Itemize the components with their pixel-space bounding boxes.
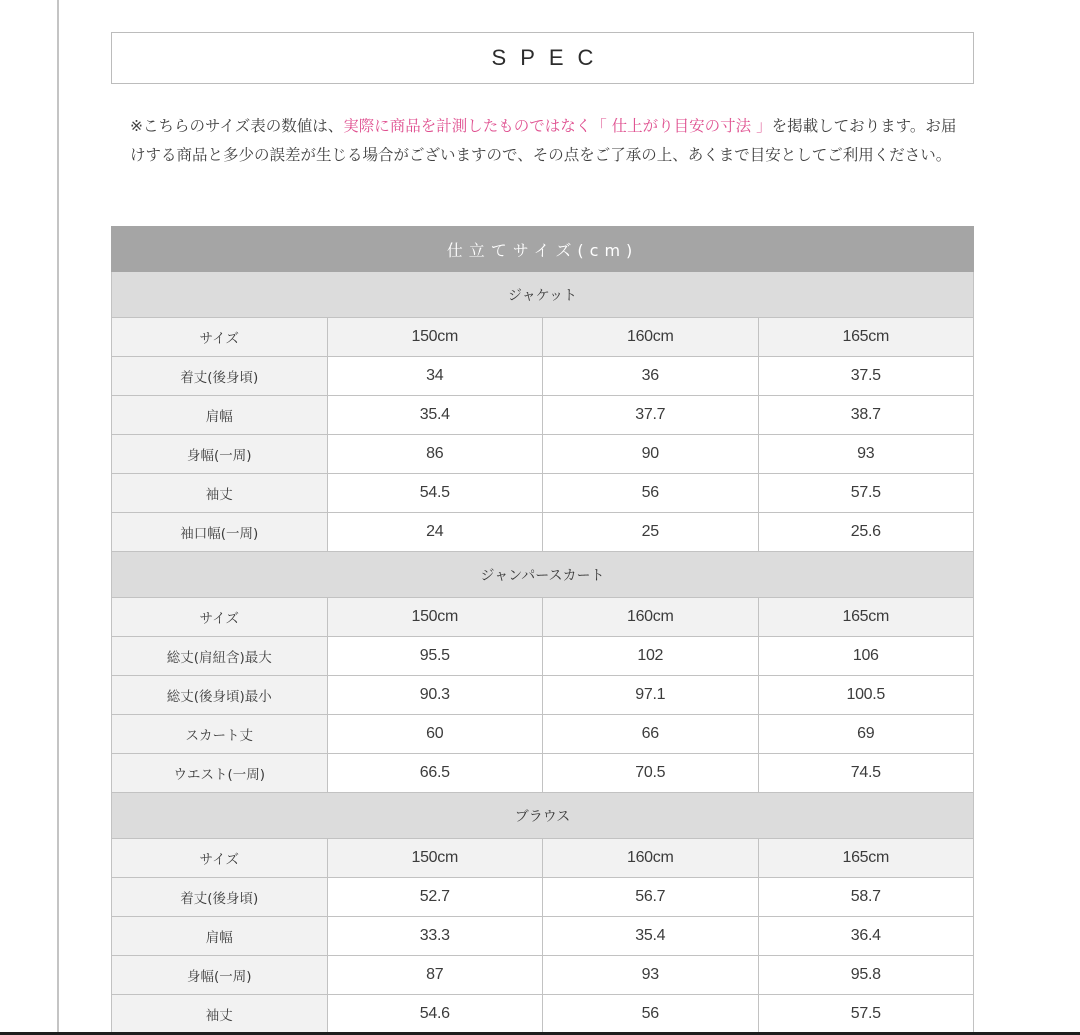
cell-value: 37.5 <box>758 357 974 396</box>
table-row <box>112 637 974 676</box>
spec-header-box <box>111 32 974 84</box>
spec-title: SPEC <box>491 45 608 70</box>
cell-value: 102 <box>543 637 759 676</box>
row-label: 肩幅 <box>112 917 328 956</box>
section-title: ブラウス <box>112 793 974 839</box>
row-label: 総丈(肩紐含)最大 <box>112 637 328 676</box>
table-row <box>112 715 974 754</box>
cell-value: 24 <box>327 513 543 552</box>
cell-value: 34 <box>327 357 543 396</box>
table-row <box>112 513 974 552</box>
note-text-end: を掲載しております。お届けする商品と多少の誤差が生じる場合がございますので、その点をご了承の上、あくまで目安としてご利用ください。 <box>130 117 957 164</box>
cell-value: 93 <box>758 435 974 474</box>
cell-value: 95.5 <box>327 637 543 676</box>
row-label: 身幅(一周) <box>112 435 328 474</box>
table-row <box>112 357 974 396</box>
note-text-start: ※こちらのサイズ表の数値は、 <box>130 117 344 135</box>
cell-value: 60 <box>327 715 543 754</box>
cell-value: 57.5 <box>758 995 974 1034</box>
table-row <box>112 396 974 435</box>
row-label: 総丈(後身頃)最小 <box>112 676 328 715</box>
cell-value: 97.1 <box>543 676 759 715</box>
cell-value: 100.5 <box>758 676 974 715</box>
cell-value: 90 <box>543 435 759 474</box>
cell-value: 36.4 <box>758 917 974 956</box>
cell-value: 38.7 <box>758 396 974 435</box>
size-col: 165cm <box>758 839 974 878</box>
cell-value: 93 <box>543 956 759 995</box>
row-label: 着丈(後身頃) <box>112 878 328 917</box>
section-row-jacket <box>112 272 974 318</box>
cell-value: 95.8 <box>758 956 974 995</box>
cell-value: 74.5 <box>758 754 974 793</box>
cell-value: 106 <box>758 637 974 676</box>
table-row <box>112 995 974 1034</box>
left-vertical-rule <box>57 0 59 1035</box>
note-highlight: 実際に商品を計測したものではなく「 仕上がり目安の寸法 」 <box>343 117 772 135</box>
row-label: スカート丈 <box>112 715 328 754</box>
cell-value: 66 <box>543 715 759 754</box>
cell-value: 58.7 <box>758 878 974 917</box>
cell-value: 56.7 <box>543 878 759 917</box>
cell-value: 86 <box>327 435 543 474</box>
size-disclaimer-note <box>130 112 960 170</box>
size-label: サイズ <box>112 839 328 878</box>
row-label: 袖丈 <box>112 995 328 1034</box>
row-label: 袖丈 <box>112 474 328 513</box>
size-header-row <box>112 839 974 878</box>
table-title: 仕立てサイズ(cm) <box>112 227 974 272</box>
table-row <box>112 878 974 917</box>
section-row-blouse <box>112 793 974 839</box>
cell-value: 57.5 <box>758 474 974 513</box>
size-col: 160cm <box>543 318 759 357</box>
section-row-jumper-skirt <box>112 552 974 598</box>
cell-value: 70.5 <box>543 754 759 793</box>
cell-value: 56 <box>543 474 759 513</box>
cell-value: 25 <box>543 513 759 552</box>
size-col: 150cm <box>327 839 543 878</box>
cell-value: 56 <box>543 995 759 1034</box>
cell-value: 54.5 <box>327 474 543 513</box>
cell-value: 87 <box>327 956 543 995</box>
size-label: サイズ <box>112 318 328 357</box>
row-label: 身幅(一周) <box>112 956 328 995</box>
cell-value: 25.6 <box>758 513 974 552</box>
cell-value: 35.4 <box>327 396 543 435</box>
row-label: 着丈(後身頃) <box>112 357 328 396</box>
section-title: ジャンパースカート <box>112 552 974 598</box>
size-spec-table <box>111 226 974 1035</box>
cell-value: 66.5 <box>327 754 543 793</box>
table-row <box>112 676 974 715</box>
table-row <box>112 474 974 513</box>
table-row <box>112 435 974 474</box>
row-label: ウエスト(一周) <box>112 754 328 793</box>
table-row <box>112 917 974 956</box>
size-col: 160cm <box>543 598 759 637</box>
cell-value: 36 <box>543 357 759 396</box>
cell-value: 52.7 <box>327 878 543 917</box>
size-header-row <box>112 318 974 357</box>
table-title-row <box>112 227 974 272</box>
size-col: 150cm <box>327 598 543 637</box>
cell-value: 90.3 <box>327 676 543 715</box>
size-header-row <box>112 598 974 637</box>
size-col: 160cm <box>543 839 759 878</box>
size-col: 150cm <box>327 318 543 357</box>
cell-value: 33.3 <box>327 917 543 956</box>
size-label: サイズ <box>112 598 328 637</box>
section-title: ジャケット <box>112 272 974 318</box>
size-col: 165cm <box>758 598 974 637</box>
cell-value: 69 <box>758 715 974 754</box>
table-row <box>112 754 974 793</box>
cell-value: 54.6 <box>327 995 543 1034</box>
table-row <box>112 956 974 995</box>
size-col: 165cm <box>758 318 974 357</box>
row-label: 袖口幅(一周) <box>112 513 328 552</box>
cell-value: 35.4 <box>543 917 759 956</box>
row-label: 肩幅 <box>112 396 328 435</box>
cell-value: 37.7 <box>543 396 759 435</box>
